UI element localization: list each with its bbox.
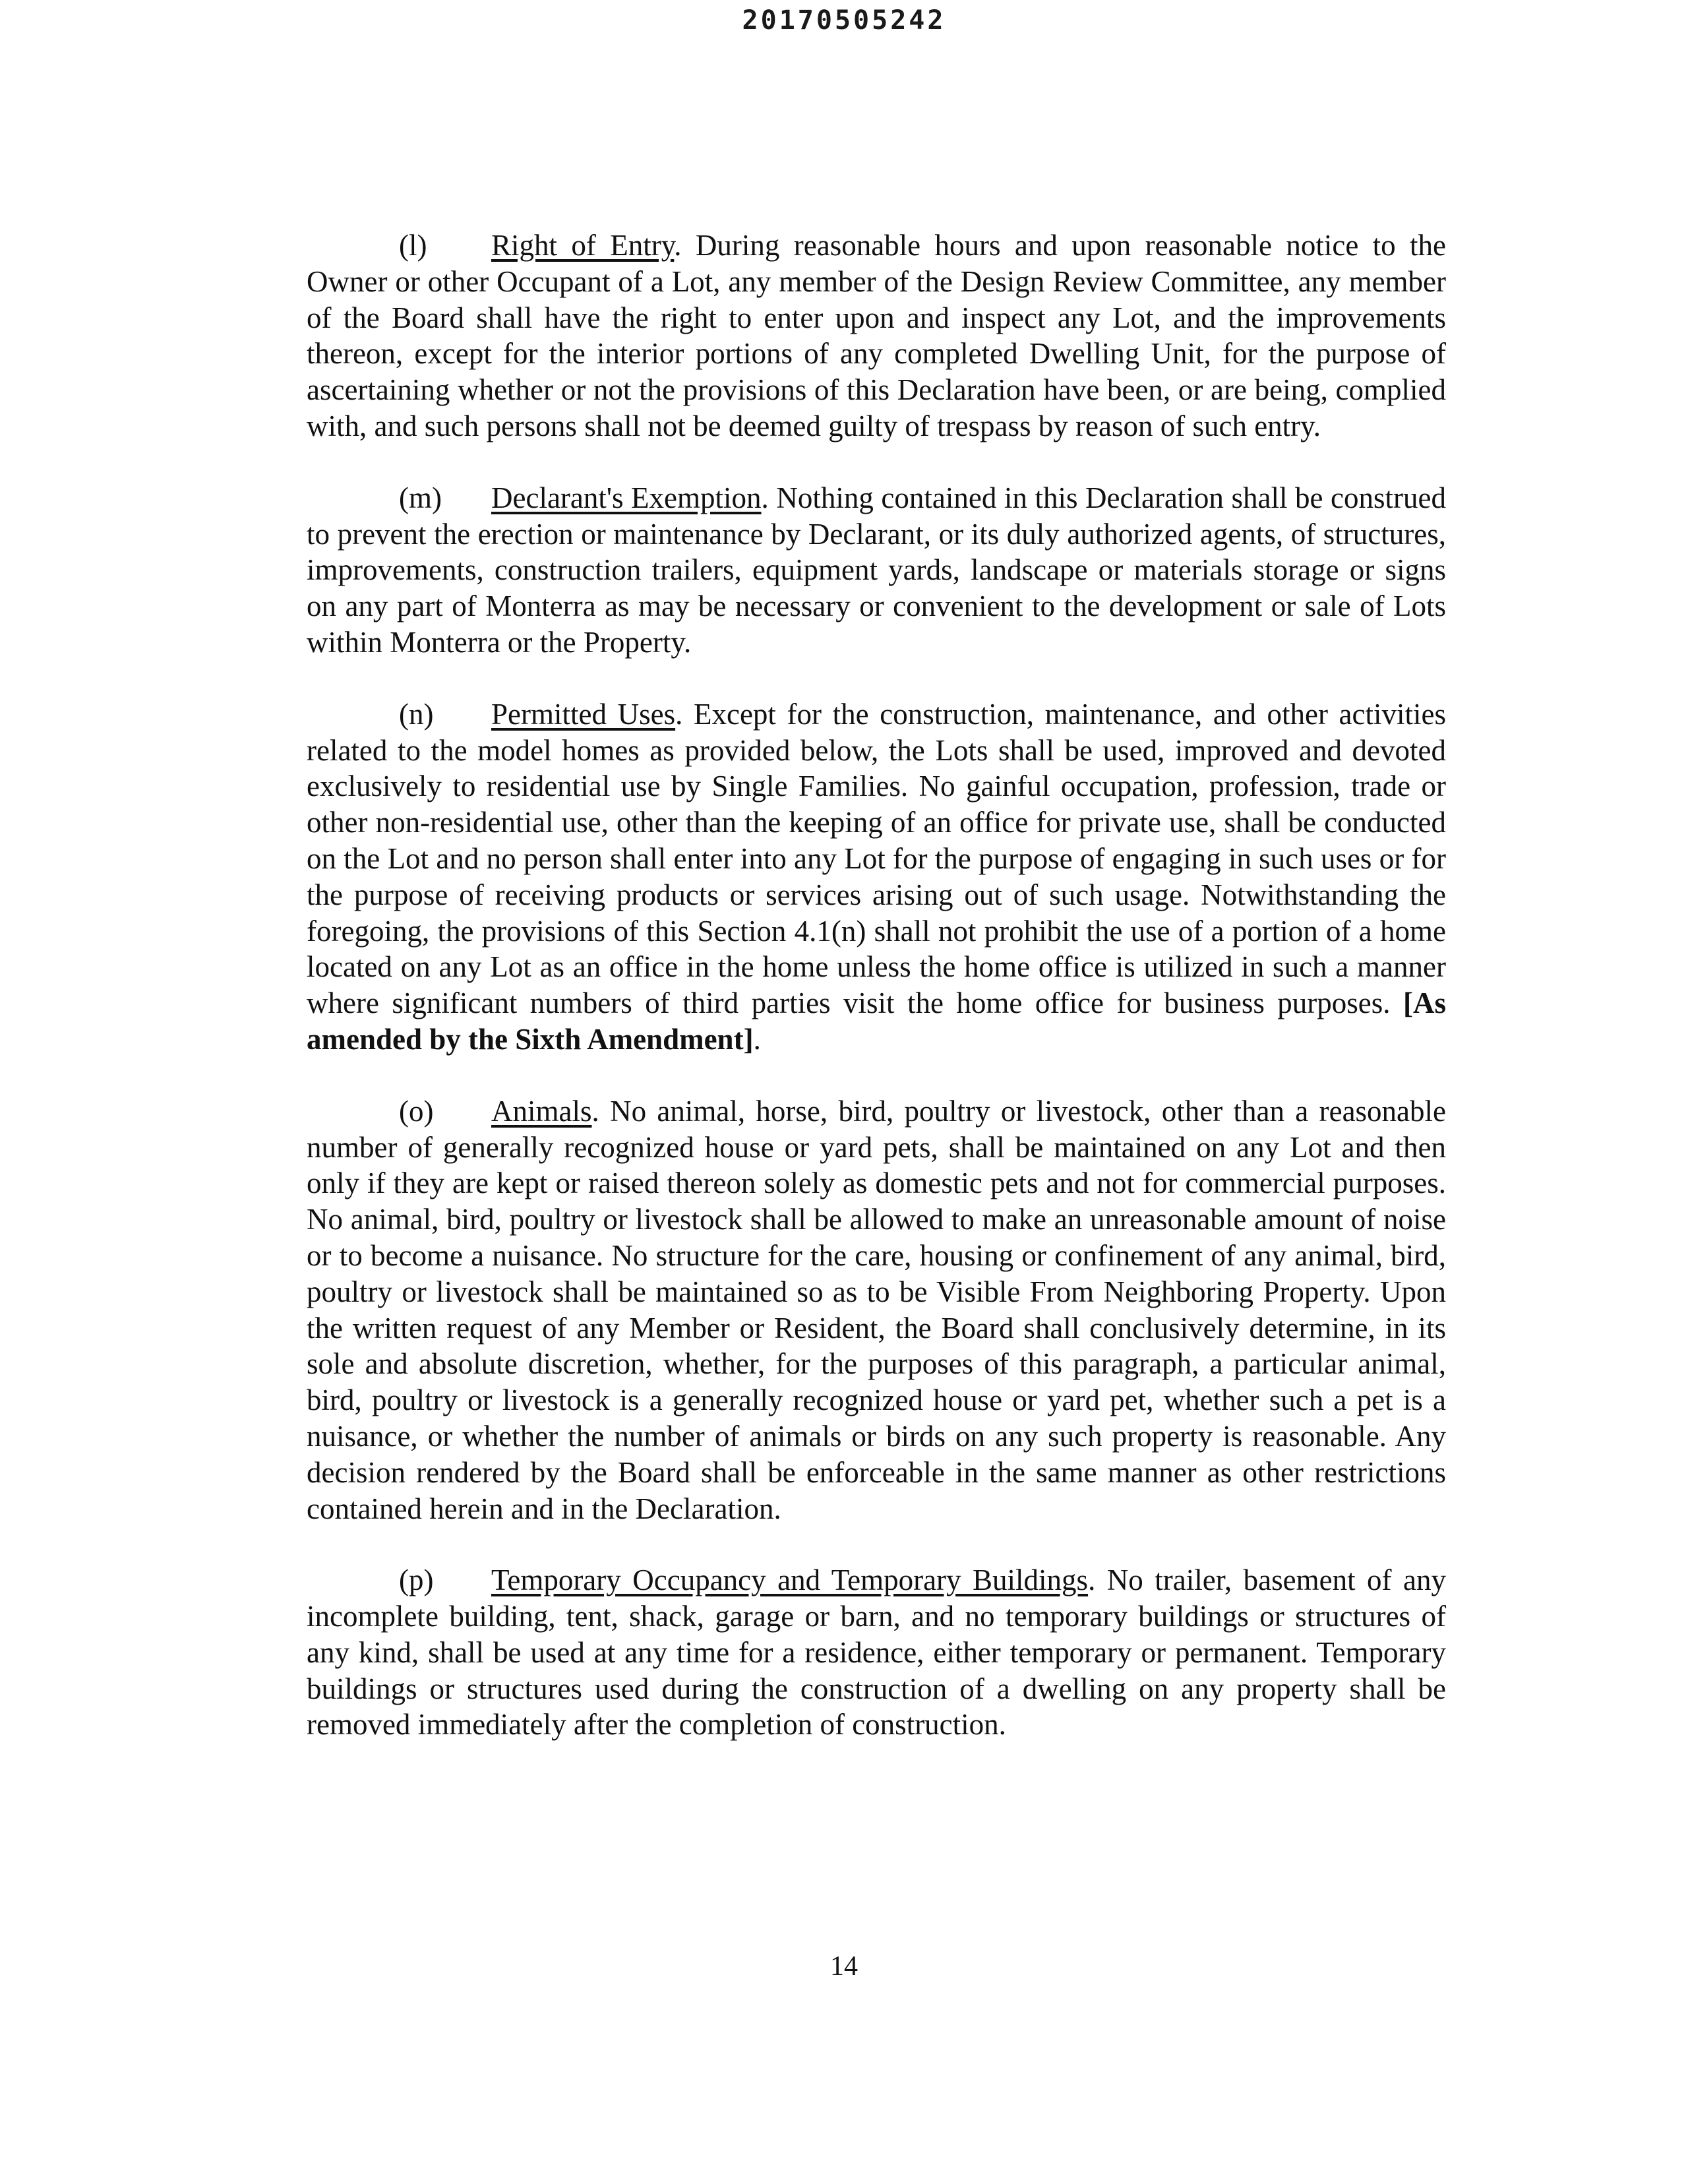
paragraph-text: . Except for the construction, maintenance, and other activities related to the model homes as provided below, the Lots shall be used, improved and devoted exclusively to residential use by Single Families. No gainful occupation, profession, trade or other non-residential use, other than the keeping of an office for private use, shall be conducted on the Lot and no person shall enter into any Lot for the purpose of engaging in such uses or for the purpose of receiving products or services arising out of such usage. Notwithstanding the foregoing, the provisions of this Section 4.1(n) shall not prohibit the use of a portion of a home located on any Lot as an office in the home unless the home office is utilized in such a manner where significant numbers of third parties visit the home office for business purposes. <box>307 697 1446 1020</box>
paragraph-temporary-occupancy <box>307 1562 1446 1743</box>
paragraph-title: Temporary Occupancy and Temporary Buildings <box>491 1563 1089 1597</box>
paragraph-label: (n) <box>399 697 434 731</box>
paragraph-title: Animals <box>491 1094 592 1128</box>
paragraph-label: (m) <box>399 481 442 514</box>
paragraph-text: . During reasonable hours and upon reasonable notice to the Owner or other Occupant of a Lot, any member of the Design Review Committee, any member of the Board shall have the right to enter upon and inspect any Lot, and the improvements thereon, except for the interior portions of any completed Dwelling Unit, for the purpose of ascertaining whether or not the provisions of this Declaration have been, or are being, complied with, and such persons shall not be deemed guilty of trespass by reason of such entry. <box>307 229 1447 442</box>
paragraph-label: (p) <box>399 1563 434 1597</box>
paragraph-text: . No animal, horse, bird, poultry or livestock, other than a reasonable number of generally recognized house or yard pets, shall be maintained on any Lot and then only if they are kept or raised thereon solely as domestic pets and not for commercial purposes. No animal, bird, poultry or livestock shall be allowed to make an unreasonable amount of noise or to become a nuisance. No structure for the care, housing or confinement of any animal, bird, poultry or livestock shall be maintained so as to be Visible From Neighboring Property. Upon the written request of any Member or Resident, the Board shall conclusively determine, in its sole and absolute discretion, whether, for the purposes of this paragraph, a particular animal, bird, poultry or livestock is a generally recognized house or yard pet, whether such a pet is a nuisance, or whether the number of animals or birds on any such property is reasonable. Any decision rendered by the Board shall be enforceable in the same manner as other restrictions contained herein and in the Declaration. <box>307 1094 1446 1525</box>
document-body <box>307 228 1446 1778</box>
paragraph-label: (o) <box>399 1094 434 1128</box>
paragraph-declarants-exemption <box>307 480 1446 661</box>
paragraph-text: . No trailer, basement of any incomplete building, tent, shack, garage or barn, and no temporary buildings or structures of any kind, shall be used at any time for a residence, either temporary or permanent. Temporary buildings or structures used during the construction of a dwelling on any property shall be removed immediately after the completion of construction. <box>307 1563 1446 1742</box>
paragraph-end: . <box>753 1022 761 1056</box>
paragraph-right-of-entry <box>307 228 1446 444</box>
amendment-note: [As amended by the Sixth Amendment] <box>307 986 1446 1056</box>
page-number: 14 <box>830 1951 858 1982</box>
paragraph-title: Declarant's Exemption <box>491 481 762 514</box>
paragraph-title: Permitted Uses <box>491 697 676 731</box>
paragraph-permitted-uses <box>307 696 1446 1058</box>
paragraph-label: (l) <box>399 229 427 262</box>
paragraph-animals <box>307 1093 1446 1527</box>
paragraph-text: . Nothing contained in this Declaration shall be construed to prevent the erection or maintenance by Declarant, or its duly authorized agents, of structures, improvements, construction trailers, equipment yards, landscape or materials storage or signs on any part of Monterra as may be necessary or convenient to the development or sale of Lots within Monterra or the Property. <box>307 481 1446 659</box>
document-number: 20170505242 <box>742 5 946 36</box>
paragraph-title: Right of Entry <box>491 229 675 262</box>
